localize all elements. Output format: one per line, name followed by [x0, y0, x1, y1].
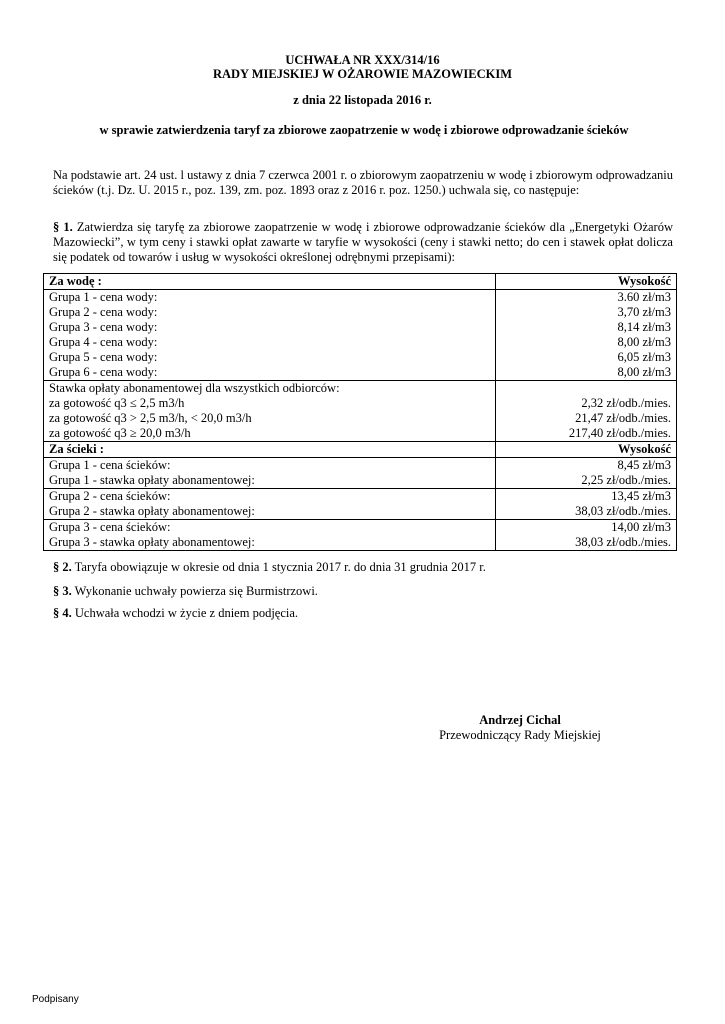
water-value: 6,05 zł/m3: [496, 350, 677, 365]
water-value: 3,70 zł/m3: [496, 305, 677, 320]
table-row: [44, 350, 677, 365]
table-row: [44, 320, 677, 335]
sewage-fee-label: Grupa 2 - stawka opłaty abonamentowej:: [44, 504, 496, 520]
table-row: [44, 365, 677, 381]
water-value: 8,00 zł/m3: [496, 335, 677, 350]
section-4: [53, 606, 673, 621]
signatory-name: Andrzej Cichal: [479, 713, 561, 727]
subscription-value: 217,40 zł/odb./mies.: [496, 426, 677, 442]
table-row: [44, 535, 677, 551]
section-1: [53, 220, 673, 265]
table-row: [44, 335, 677, 350]
table-row: [44, 411, 677, 426]
legal-basis-paragraph: Na podstawie art. 24 ust. l ustawy z dnia 7 czerwca 2001 r. o zbiorowym zaopatrzeniu w wodę i zbiorowym odprowadzaniu ścieków (t.j. Dz. U. 2015 r., poz. 139, zm. poz. 1893 oraz z 2016 r. poz. 1250.) uchwala się, co następuje:: [53, 168, 673, 197]
sewage-fee-label: Grupa 3 - stawka opłaty abonamentowej:: [44, 535, 496, 551]
subscription-title: Stawka opłaty abonamentowej dla wszystkich odbiorców:: [44, 381, 496, 397]
section-3: [53, 584, 673, 599]
subscription-value: 2,32 zł/odb./mies.: [496, 396, 677, 411]
section-3-text: Wykonanie uchwały powierza się Burmistrzowi.: [71, 584, 318, 598]
sewage-header-row: [44, 442, 677, 458]
table-row: [44, 396, 677, 411]
subscription-label: za gotowość q3 ≤ 2,5 m3/h: [44, 396, 496, 411]
water-label: Grupa 4 - cena wody:: [44, 335, 496, 350]
subscription-label: za gotowość q3 ≥ 20,0 m3/h: [44, 426, 496, 442]
resolution-date: z dnia 22 listopada 2016 r.: [293, 93, 432, 107]
section-2-label: § 2.: [53, 560, 72, 574]
sewage-price-label: Grupa 3 - cena ścieków:: [44, 520, 496, 536]
table-row: [44, 458, 677, 474]
water-header-row: [44, 274, 677, 290]
table-row: [44, 305, 677, 320]
tariff-table: [43, 273, 677, 551]
table-row: [44, 520, 677, 536]
water-label: Grupa 5 - cena wody:: [44, 350, 496, 365]
section-2: [53, 560, 673, 575]
amount-header: Wysokość: [496, 274, 677, 290]
sewage-price: 13,45 zł/m3: [496, 489, 677, 505]
section-2-text: Taryfa obowiązuje w okresie od dnia 1 stycznia 2017 r. do dnia 31 grudnia 2017 r.: [71, 560, 486, 574]
section-1-label: § 1.: [53, 220, 73, 234]
council-name: RADY MIEJSKIEJ W OŻAROWIE MAZOWIECKIM: [212, 67, 513, 81]
table-row: [44, 290, 677, 306]
water-value: 3.60 zł/m3: [496, 290, 677, 306]
water-label: Grupa 3 - cena wody:: [44, 320, 496, 335]
section-1-text: Zatwierdza się taryfę za zbiorowe zaopatrzenie w wodę i zbiorowe odprowadzanie ścieków dla „Energetyki Ożarów Mazowiecki”, w tym ceny i stawki opłat zawarte w taryfie w wysokości (ceny i stawki netto; do cen i stawek opłat dolicza się podatek od towarów i usług w wysokości określonej odrębnymi przepisami):: [53, 220, 673, 264]
water-value: 8,14 zł/m3: [496, 320, 677, 335]
table-row: [44, 426, 677, 442]
section-3-label: § 3.: [53, 584, 72, 598]
table-row: [44, 489, 677, 505]
subscription-title-row: [44, 381, 677, 397]
amount-header: Wysokość: [496, 442, 677, 458]
subscription-label: za gotowość q3 > 2,5 m3/h, < 20,0 m3/h: [44, 411, 496, 426]
sewage-price-label: Grupa 2 - cena ścieków:: [44, 489, 496, 505]
water-label: Grupa 2 - cena wody:: [44, 305, 496, 320]
sewage-header: Za ścieki :: [44, 442, 496, 458]
water-label: Grupa 6 - cena wody:: [44, 365, 496, 381]
sewage-price: 8,45 zł/m3: [496, 458, 677, 474]
table-row: [44, 504, 677, 520]
sewage-fee-label: Grupa 1 - stawka opłaty abonamentowej:: [44, 473, 496, 489]
sewage-fee: 2,25 zł/odb./mies.: [496, 473, 677, 489]
signatory-role: Przewodniczący Rady Miejskiej: [439, 728, 601, 742]
water-value: 8,00 zł/m3: [496, 365, 677, 381]
water-header: Za wodę :: [44, 274, 496, 290]
table-row: [44, 473, 677, 489]
signed-footer: Podpisany: [32, 994, 79, 1005]
sewage-fee: 38,03 zł/odb./mies.: [496, 535, 677, 551]
section-4-text: Uchwała wchodzi w życie z dniem podjęcia.: [71, 606, 299, 620]
section-4-label: § 4.: [53, 606, 72, 620]
water-label: Grupa 1 - cena wody:: [44, 290, 496, 306]
sewage-price: 14,00 zł/m3: [496, 520, 677, 536]
subscription-value: 21,47 zł/odb./mies.: [496, 411, 677, 426]
sewage-price-label: Grupa 1 - cena ścieków:: [44, 458, 496, 474]
resolution-subject: w sprawie zatwierdzenia taryf za zbiorowe zaopatrzenie w wodę i zbiorowe odprowadzanie ścieków: [99, 123, 629, 137]
sewage-fee: 38,03 zł/odb./mies.: [496, 504, 677, 520]
resolution-number: UCHWAŁA NR XXX/314/16: [285, 53, 440, 67]
